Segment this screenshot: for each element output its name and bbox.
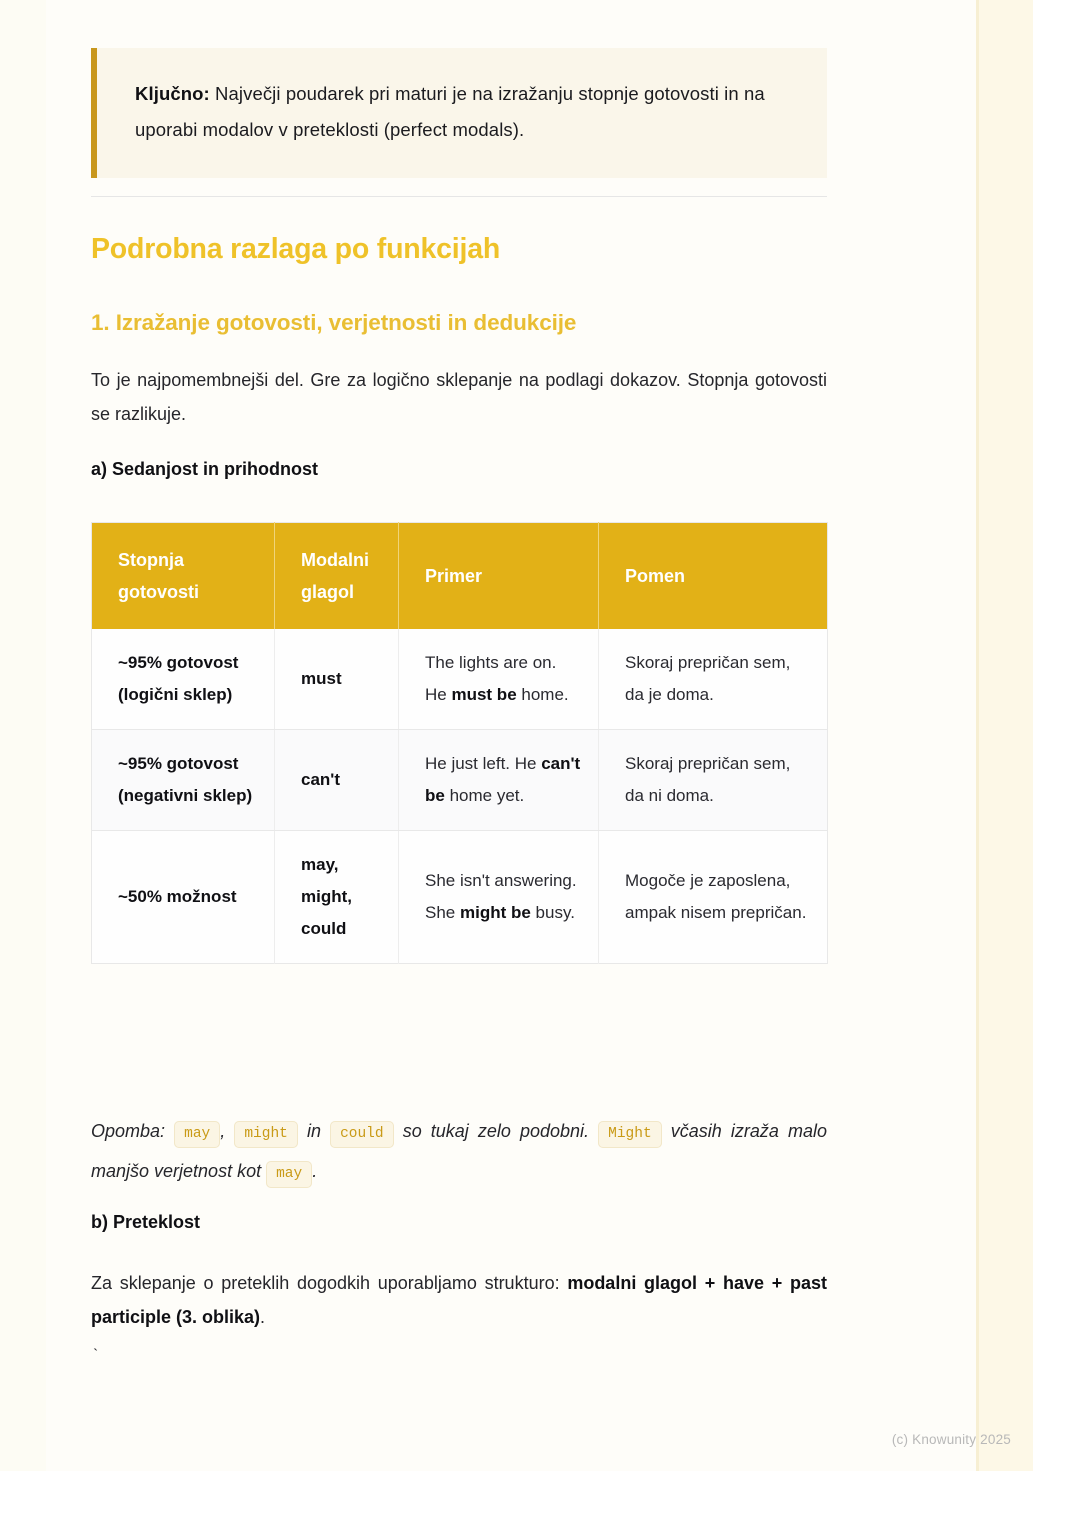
- note-sep-1: ,: [220, 1121, 226, 1141]
- note-mid-1: in: [306, 1121, 321, 1141]
- past-suffix-text: .: [260, 1307, 266, 1327]
- example-bold: can't be: [425, 754, 581, 805]
- column-header-meaning: Pomen: [599, 523, 828, 630]
- table-header-row: [92, 523, 828, 630]
- code-chip-could: could: [330, 1121, 394, 1148]
- stray-backtick: `: [91, 1347, 101, 1364]
- note-mid-3: včasih izraža malo manjšo verjetnost kot: [91, 1121, 827, 1181]
- cell-certainty: ~95% gotovost (logični sklep): [92, 629, 275, 730]
- callout-lead-label: Ključno:: [135, 83, 210, 104]
- sub-heading-past: b) Preteklost: [91, 1212, 201, 1232]
- callout-text: [135, 76, 797, 148]
- table-row: [92, 629, 828, 730]
- code-chip-may-2: may: [266, 1161, 312, 1188]
- cell-modal: can't: [275, 730, 399, 831]
- cell-certainty: ~95% gotovost (negativni sklep): [92, 730, 275, 831]
- column-header-example: Primer: [399, 523, 599, 630]
- example-post: home yet.: [444, 786, 525, 805]
- code-chip-might-capital: Might: [598, 1121, 662, 1148]
- page-right-margin-rule: [976, 0, 979, 1471]
- table-row: [92, 730, 828, 831]
- page-title: Podrobna razlaga po funkcijah: [91, 233, 501, 265]
- footer-copyright: (c) Knowunity 2025: [891, 1432, 1011, 1447]
- past-prefix-text: Za sklepanje o preteklih dogodkih uporabljamo strukturo:: [91, 1273, 568, 1293]
- callout-body-text: Največji poudarek pri maturi je na izražanju stopnje gotovosti in na uporabi modalov v preteklosti (perfect modals).: [135, 83, 765, 140]
- table-row: [92, 831, 828, 964]
- intro-paragraph: To je najpomembnejši del. Gre za logično sklepanje na podlagi dokazov. Stopnja gotovosti se razlikuje.: [91, 370, 827, 424]
- note-paragraph: [91, 1113, 827, 1193]
- example-pre: She isn't answering. She: [425, 871, 577, 922]
- key-point-callout: [91, 48, 827, 178]
- cell-modal: may, might, could: [275, 831, 399, 964]
- subsection-heading: 1. Izražanje gotovosti, verjetnosti in dedukcije: [91, 310, 577, 335]
- example-post: busy.: [530, 903, 575, 922]
- past-structure-paragraph: [91, 1266, 827, 1334]
- example-pre: The lights are on. He: [425, 653, 557, 704]
- cell-modal: must: [275, 629, 399, 730]
- code-chip-might: might: [234, 1121, 298, 1148]
- example-pre: He just left. He: [425, 754, 542, 773]
- note-lead-label: Opomba:: [91, 1121, 166, 1141]
- page-left-margin-band: [0, 0, 46, 1471]
- cell-certainty: ~50% možnost: [92, 831, 275, 964]
- code-chip-may: may: [174, 1121, 220, 1148]
- page-right-margin-band: [976, 0, 1033, 1471]
- note-end: .: [312, 1161, 318, 1181]
- section-divider: [91, 196, 827, 197]
- column-header-certainty: Stopnja gotovosti: [92, 523, 275, 630]
- sub-heading-present-future: a) Sedanjost in prihodnost: [91, 459, 319, 479]
- column-header-modal: Modalni glagol: [275, 523, 399, 630]
- example-bold: must be: [451, 685, 517, 704]
- note-mid-2: so tukaj zelo podobni.: [402, 1121, 590, 1141]
- cell-meaning: Skoraj prepričan sem, da je doma.: [599, 629, 828, 730]
- cell-meaning: Skoraj prepričan sem, da ni doma.: [599, 730, 828, 831]
- cell-example: [399, 629, 599, 730]
- example-bold: might be: [459, 903, 531, 922]
- cell-example: [399, 730, 599, 831]
- past-bold-text: modalni glagol + have + past participle (3. oblika): [91, 1273, 827, 1327]
- cell-meaning: Mogoče je zaposlena, ampak nisem prepričan.: [625, 871, 807, 922]
- modality-table: [91, 522, 828, 964]
- cell-example: [399, 831, 599, 964]
- example-post: home.: [516, 685, 569, 704]
